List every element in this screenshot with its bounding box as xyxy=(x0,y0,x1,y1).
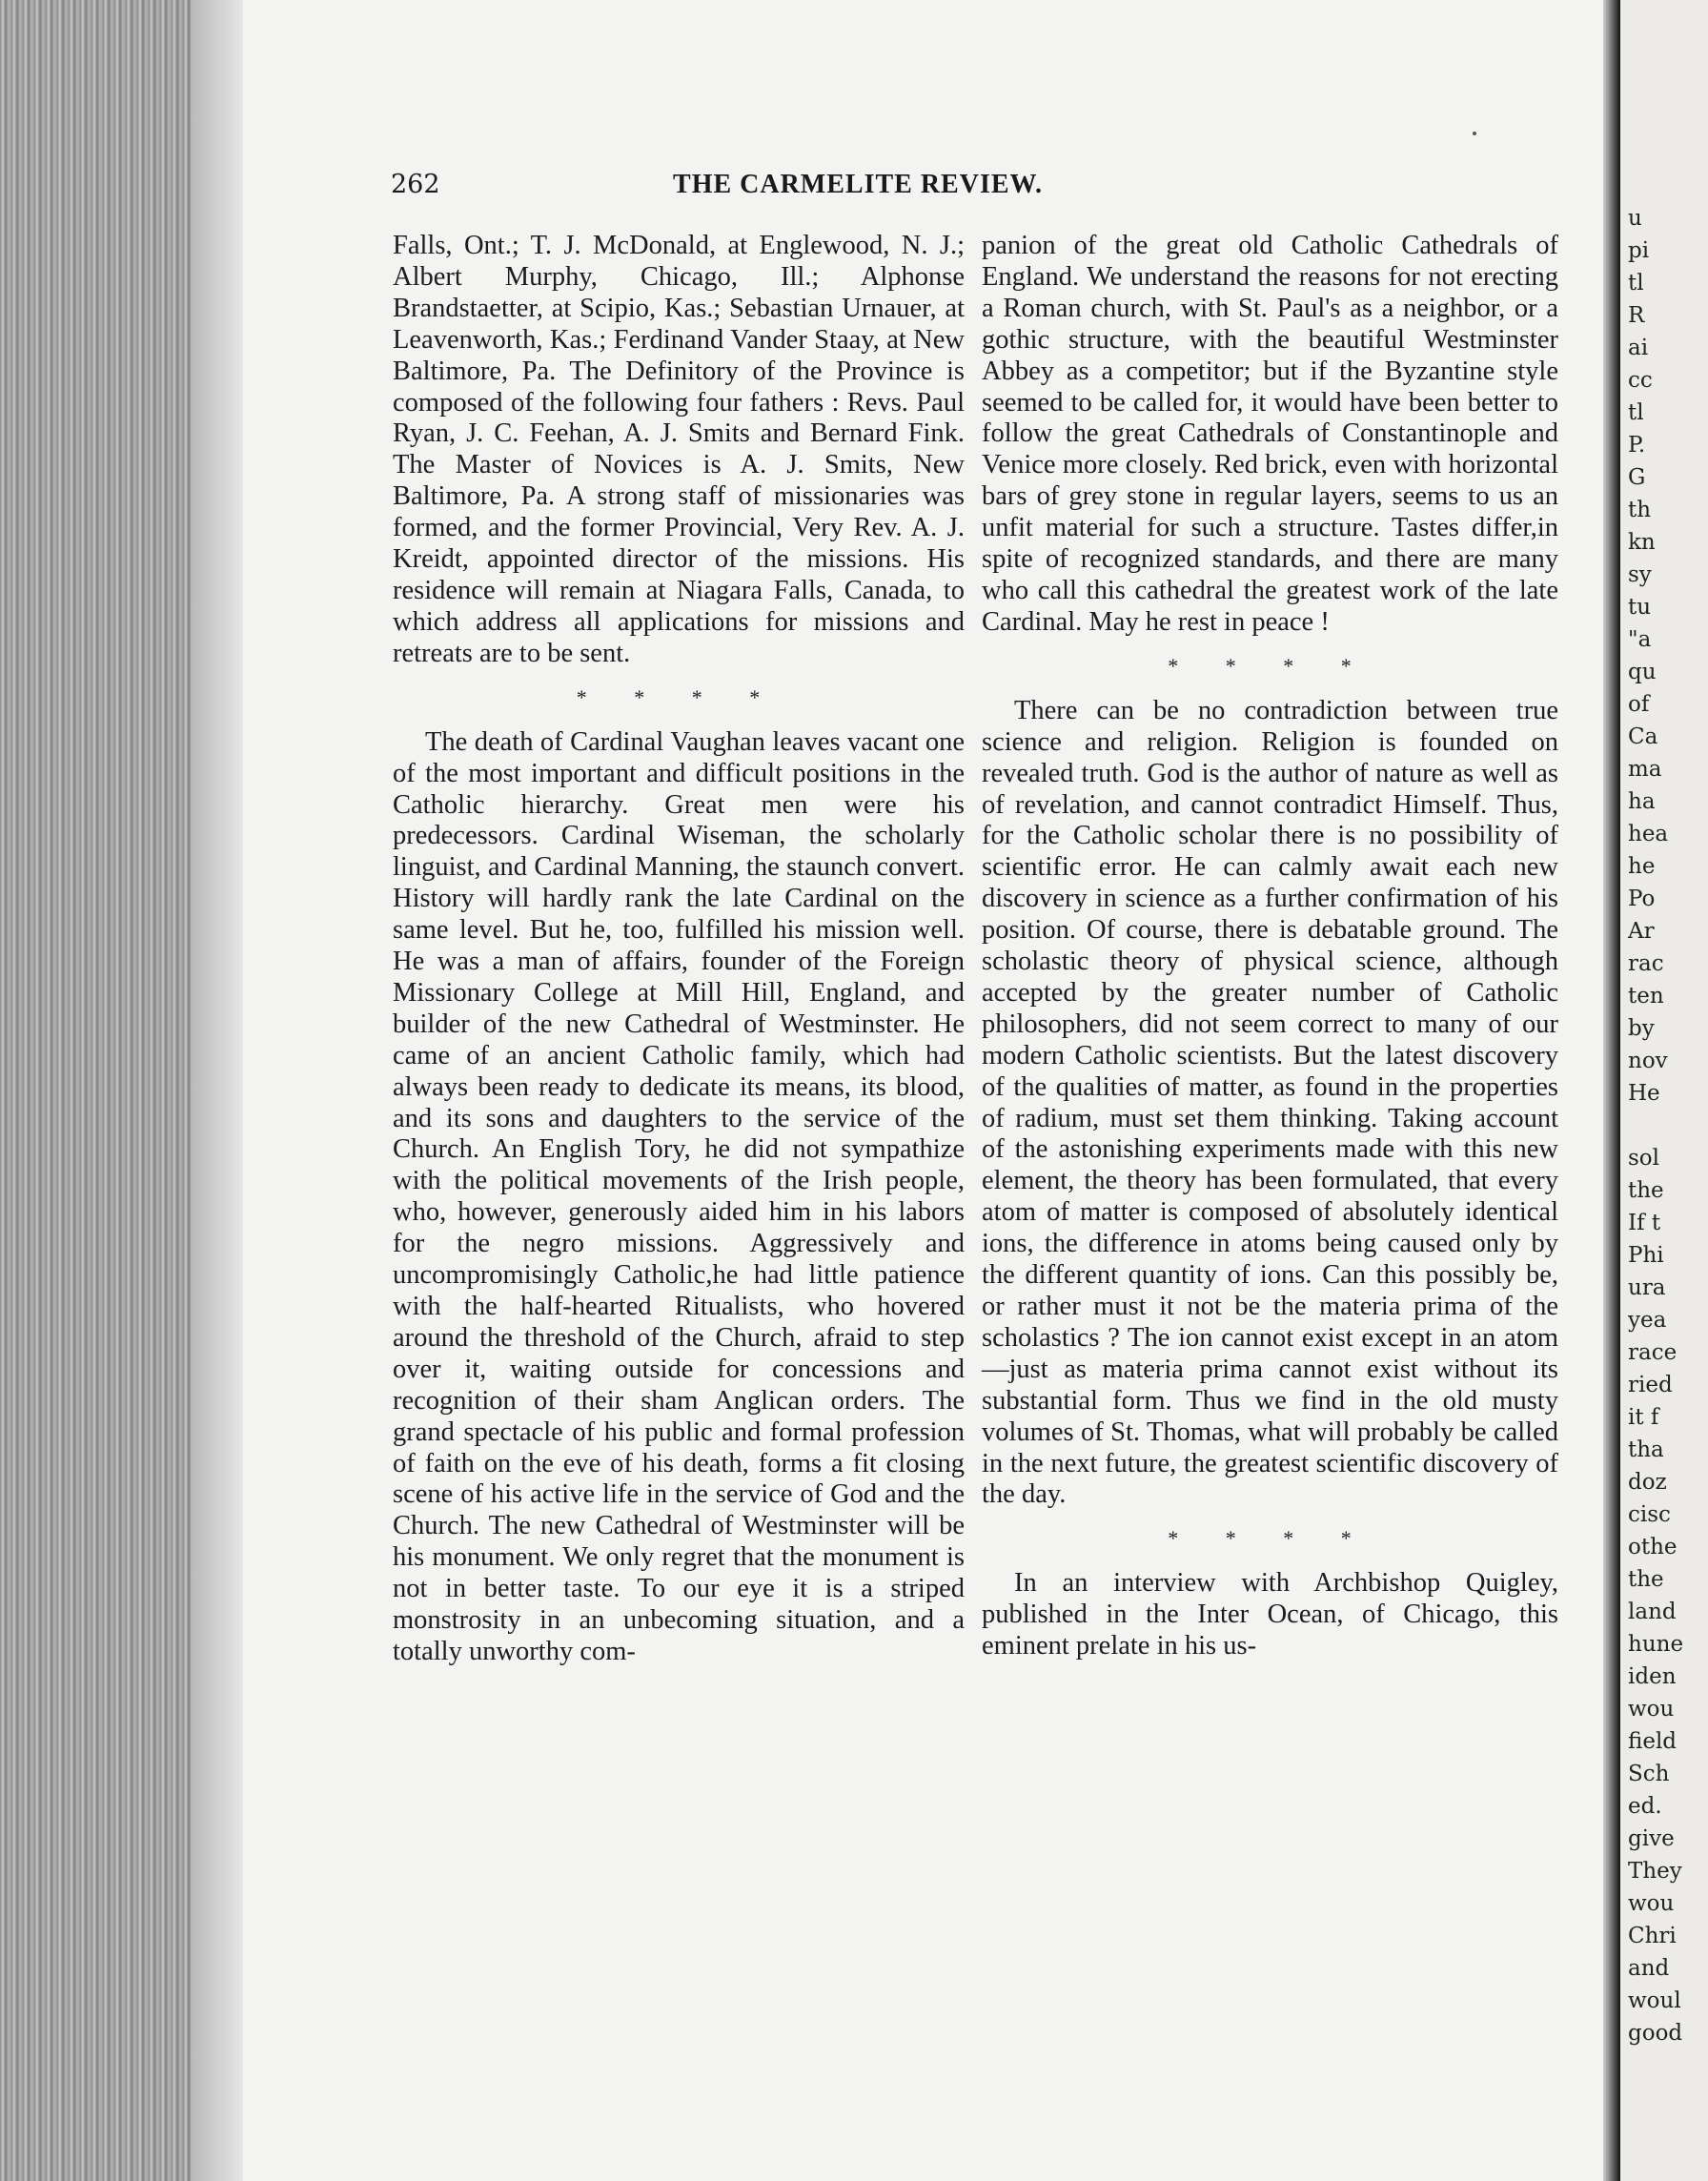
paragraph-cardinal-vaughan: The death of Cardinal Vaughan leaves vacant one of the most important and difficult positions in the Catholic hierarchy. Great men were his predecessors. Cardinal Wiseman, the scholarly linguist, and Cardinal Manning, the staunch convert. History will hardly rank the late Cardinal on the same level. But he, too, fulfilled his mission well. He was a man of affairs, founder of the Foreign Missionary College at Mill Hill, England, and builder of the new Cathedral of Westminster. He came of an ancient Catholic family, which had always been ready to dedicate its means, its blood, and its sons and daughters to the service of the Church. An English Tory, he did not sympathize with the political movements of the Irish people, who, however, generously aided him in his labors for the negro missions. Aggressively and uncompromisingly Catholic,he had little patience with the half-hearted Ritualists, who hovered around the threshold of the Church, afraid to step over it, waiting outside for concessions and recognition of their sham Anglican orders. The grand spectacle of his public and formal profession of faith on the eve of his death, forms a fit closing scene of his active life in the service of God and the Church. The new Cathedral of Westminster will be his monument. We only regret that the monument is not in better taste. To our eye it is a striped monstrosity in an unbecoming situation, and a totally unworthy com- xyxy=(393,726,965,1666)
next-page-line: field xyxy=(1628,1729,1678,1754)
paragraph-science-religion: There can be no contradiction between true science and religion. Religion is founded on revealed truth. God is the author of nature as well as of revelation, and cannot contradict Himself. Thus, for the Catholic scholar there is no possibility of scientific error. He can calmly await each new discovery in science as a further confirmation of his position. Of course, there is debatable ground. The scholastic theory of physical science, although accepted by the greater number of Catholic philosophers, did not seem correct to many of our modern Catholic scientists. But the latest discovery of the qualities of matter, as found in the properties of radium, must set them thinking. Taking account of the astonishing experiments made with this new element, the theory has been formulated, that every atom of matter is composed of absolutely identical ions, the difference in atoms being caused only by the different quantity of ions. Can this possibly be, or rather must it not be the materia prima of the scholastics ? The ion cannot exist except in an atom—just as materia prima cannot exist without its substantial form. Thus we find in the old musty volumes of St. Thomas, what will probably be called in the next future, the greatest scientific discovery of the day. xyxy=(982,695,1558,1510)
next-page-line: woul xyxy=(1628,1988,1681,2013)
next-page-text xyxy=(1620,0,1708,2049)
next-page-fragment xyxy=(1620,0,1708,2181)
next-page-line: race xyxy=(1628,1340,1678,1365)
next-page-line: ai xyxy=(1628,336,1649,360)
scan-speck xyxy=(1473,132,1476,135)
next-page-line: land xyxy=(1628,1600,1677,1624)
next-page-line: rac xyxy=(1628,951,1664,976)
next-page-line: Sch xyxy=(1628,1762,1670,1786)
next-page-line: ten xyxy=(1628,984,1664,1009)
page-edge-shadow xyxy=(191,0,243,2181)
next-page-line: pi xyxy=(1628,238,1650,263)
next-page-line: qu xyxy=(1628,660,1657,684)
next-page-line: he xyxy=(1628,854,1656,879)
next-page-line: by xyxy=(1628,1016,1655,1041)
next-page-line: P. xyxy=(1628,433,1646,458)
section-separator: * * * * xyxy=(1168,653,1372,678)
next-page-line: They xyxy=(1628,1859,1682,1884)
next-page-line: yea xyxy=(1628,1308,1667,1333)
next-page-line: good xyxy=(1628,2021,1683,2046)
next-page-line: tl xyxy=(1628,271,1644,296)
next-page-line: cc xyxy=(1628,368,1653,393)
next-page-line: Chri xyxy=(1628,1924,1677,1948)
next-page-line: sy xyxy=(1628,562,1652,587)
next-page-line: the xyxy=(1628,1567,1664,1592)
right-column xyxy=(982,231,1558,1662)
next-page-line: Phi xyxy=(1628,1243,1664,1268)
paragraph-archbishop-quigley: In an interview with Archbishop Quigley, published in the Inter Ocean, of Chicago, this eminent prelate in his us- xyxy=(982,1568,1558,1661)
next-page-line: Ca xyxy=(1628,724,1658,749)
left-column xyxy=(393,231,965,1668)
next-page-line: Po xyxy=(1628,887,1656,911)
next-page-line: kn xyxy=(1628,530,1656,555)
next-page-line: ma xyxy=(1628,757,1662,782)
next-page-line: hune xyxy=(1628,1632,1684,1657)
running-title: THE CARMELITE REVIEW. xyxy=(673,170,1043,199)
next-page-line: othe xyxy=(1628,1535,1678,1559)
next-page-line: ura xyxy=(1628,1275,1666,1300)
next-page-line: G xyxy=(1628,465,1646,490)
next-page-line: u xyxy=(1628,206,1642,231)
book-page-edges xyxy=(0,0,243,2181)
next-page-line: the xyxy=(1628,1178,1664,1203)
next-page-line: R xyxy=(1628,303,1645,328)
next-page-line: tl xyxy=(1628,400,1644,425)
next-page-line: nov xyxy=(1628,1049,1668,1073)
next-page-line: and xyxy=(1628,1956,1670,1981)
next-page-line: give xyxy=(1628,1826,1675,1851)
next-page-line: of xyxy=(1628,692,1650,717)
next-page-line: tha xyxy=(1628,1437,1664,1462)
next-page-line xyxy=(1628,1110,1708,1142)
next-page-line: wou xyxy=(1628,1891,1675,1916)
next-page-line: doz xyxy=(1628,1470,1667,1495)
page-header xyxy=(391,170,1201,208)
next-page-line: th xyxy=(1628,498,1652,522)
next-page-line: sol xyxy=(1628,1146,1660,1171)
next-page-line: ha xyxy=(1628,789,1656,814)
book-gutter xyxy=(1603,0,1620,2181)
section-separator: * * * * xyxy=(1168,1526,1372,1551)
next-page-line: hea xyxy=(1628,822,1669,846)
next-page-line: wou xyxy=(1628,1697,1675,1722)
next-page-line: ried xyxy=(1628,1373,1673,1397)
next-page-line: it f xyxy=(1628,1405,1659,1430)
next-page-line: iden xyxy=(1628,1664,1677,1689)
paragraph-cathedral: panion of the great old Catholic Cathedrals of England. We understand the reasons for not erecting a Roman church, with St. Paul's as a neighbor, or a gothic structure, with the beautiful Westminster Abbey as a competitor; but if the Byzantine style seemed to be called for, it would have been better to follow the great Cathedrals of Constantinople and Venice more closely. Red brick, even with horizontal bars of grey stone in regular layers, seems to us an unfit material for such a structure. Tastes differ,in spite of recognized standards, and there are many who call this cathedral the greatest work of the late Cardinal. May he rest in peace ! xyxy=(982,231,1558,637)
paragraph-province-list: Falls, Ont.; T. J. McDonald, at Englewood, N. J.; Albert Murphy, Chicago, Ill.; Alphonse Brandstaetter, at Scipio, Kas.; Sebastian Urnauer, at Leavenworth, Kas.; Ferdinand Vander Staay, at New Baltimore, Pa. The Definitory of the Province is composed of the following four fathers : Revs. Paul Ryan, J. C. Feehan, A. J. Smits and Bernard Fink. The Master of Novices is A. J. Smits, New Baltimore, Pa. A strong staff of missionaries was formed, and the former Provincial, Very Rev. A. J. Kreidt, appointed director of the missions. His residence will remain at Niagara Falls, Canada, to which address all applications for missions and retreats are to be sent. xyxy=(393,231,965,668)
next-page-line: Ar xyxy=(1628,919,1655,944)
next-page-line: If t xyxy=(1628,1211,1661,1235)
page-number: 262 xyxy=(391,170,440,199)
section-separator: * * * * xyxy=(576,684,782,709)
next-page-line: "a xyxy=(1628,627,1652,652)
next-page-line: cisc xyxy=(1628,1502,1671,1527)
next-page-line: ed. xyxy=(1628,1794,1662,1819)
next-page-line: He xyxy=(1628,1081,1660,1106)
next-page-line: tu xyxy=(1628,595,1652,620)
